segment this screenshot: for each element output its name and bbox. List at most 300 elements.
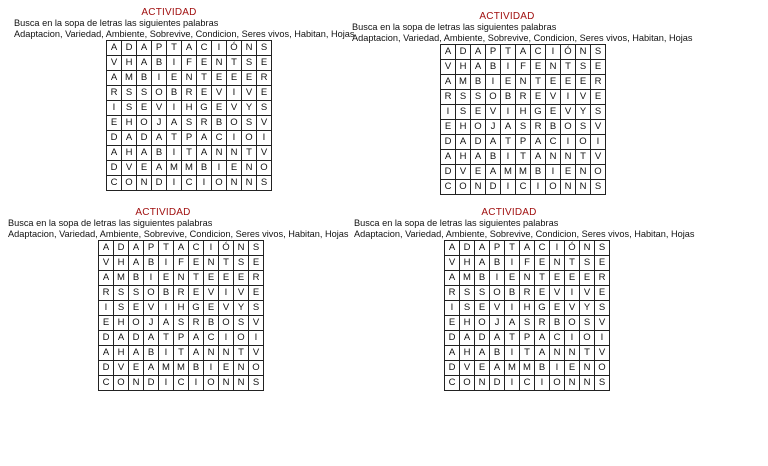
grid-cell: A bbox=[441, 150, 456, 165]
grid-cell: A bbox=[189, 346, 204, 361]
grid-cell: A bbox=[182, 41, 197, 56]
grid-cell: A bbox=[535, 346, 550, 361]
grid-cell: S bbox=[475, 286, 490, 301]
grid-cell: P bbox=[486, 45, 501, 60]
grid-row bbox=[445, 271, 610, 286]
grid-cell: C bbox=[535, 241, 550, 256]
grid-cell: E bbox=[565, 361, 580, 376]
grid-cell: D bbox=[441, 135, 456, 150]
grid-cell: S bbox=[580, 316, 595, 331]
grid-cell: V bbox=[257, 146, 272, 161]
grid-row bbox=[99, 301, 264, 316]
grid-cell: E bbox=[576, 75, 591, 90]
grid-cell: O bbox=[219, 316, 234, 331]
grid-cell: V bbox=[576, 90, 591, 105]
grid-cell: S bbox=[591, 180, 606, 195]
grid-cell: O bbox=[591, 165, 606, 180]
grid-cell: P bbox=[144, 241, 159, 256]
grid-cell: S bbox=[576, 60, 591, 75]
grid-cell: V bbox=[122, 161, 137, 176]
grid-cell: D bbox=[445, 331, 460, 346]
grid-cell: S bbox=[456, 105, 471, 120]
grid-cell: V bbox=[257, 116, 272, 131]
grid-cell: N bbox=[137, 176, 152, 191]
grid-cell: E bbox=[550, 301, 565, 316]
grid-cell: S bbox=[576, 120, 591, 135]
grid-cell: I bbox=[152, 71, 167, 86]
grid-cell: A bbox=[137, 41, 152, 56]
grid-cell: E bbox=[475, 301, 490, 316]
grid-cell: S bbox=[249, 241, 264, 256]
grid-row bbox=[445, 361, 610, 376]
grid-cell: E bbox=[595, 256, 610, 271]
grid-cell: B bbox=[550, 316, 565, 331]
grid-row bbox=[99, 271, 264, 286]
grid-row bbox=[441, 120, 606, 135]
grid-cell: S bbox=[114, 301, 129, 316]
grid-cell: E bbox=[561, 75, 576, 90]
grid-cell: A bbox=[475, 241, 490, 256]
grid-cell: E bbox=[441, 120, 456, 135]
grid-cell: R bbox=[445, 286, 460, 301]
grid-cell: M bbox=[174, 361, 189, 376]
grid-cell: O bbox=[456, 180, 471, 195]
grid-cell: V bbox=[107, 56, 122, 71]
grid-cell: P bbox=[520, 331, 535, 346]
grid-row bbox=[99, 361, 264, 376]
grid-cell: Y bbox=[234, 301, 249, 316]
grid-cell: R bbox=[182, 86, 197, 101]
grid-row bbox=[99, 241, 264, 256]
grid-cell: O bbox=[486, 90, 501, 105]
activity-word-list: Adaptacion, Variedad, Ambiente, Sobrevive, Condicion, Seres vivos, Habitan, Hojas bbox=[352, 33, 693, 43]
grid-cell: O bbox=[129, 316, 144, 331]
activity-bottom-right bbox=[354, 207, 694, 397]
grid-row bbox=[441, 150, 606, 165]
grid-cell: D bbox=[129, 331, 144, 346]
grid-cell: V bbox=[249, 346, 264, 361]
grid-cell: O bbox=[204, 376, 219, 391]
grid-cell: I bbox=[212, 41, 227, 56]
grid-cell: E bbox=[505, 271, 520, 286]
grid-cell: I bbox=[561, 135, 576, 150]
grid-cell: M bbox=[460, 271, 475, 286]
grid-cell: T bbox=[197, 71, 212, 86]
grid-cell: O bbox=[234, 331, 249, 346]
grid-cell: I bbox=[159, 376, 174, 391]
grid-cell: H bbox=[520, 301, 535, 316]
grid-cell: B bbox=[152, 146, 167, 161]
grid-cell: C bbox=[212, 131, 227, 146]
grid-cell: I bbox=[204, 241, 219, 256]
grid-cell: I bbox=[159, 301, 174, 316]
grid-cell: E bbox=[212, 101, 227, 116]
grid-cell: O bbox=[144, 286, 159, 301]
grid-cell: E bbox=[137, 101, 152, 116]
grid-cell: I bbox=[167, 146, 182, 161]
grid-cell: R bbox=[535, 316, 550, 331]
grid-cell: H bbox=[182, 101, 197, 116]
grid-cell: T bbox=[174, 346, 189, 361]
grid-cell: E bbox=[137, 161, 152, 176]
grid-cell: B bbox=[475, 271, 490, 286]
grid-cell: C bbox=[197, 41, 212, 56]
grid-cell: S bbox=[249, 376, 264, 391]
grid-cell: R bbox=[520, 286, 535, 301]
grid-cell: N bbox=[204, 346, 219, 361]
grid-cell: A bbox=[441, 75, 456, 90]
grid-cell: C bbox=[550, 331, 565, 346]
grid-cell: A bbox=[486, 135, 501, 150]
grid-cell: I bbox=[204, 361, 219, 376]
grid-cell: A bbox=[99, 271, 114, 286]
grid-cell: O bbox=[137, 116, 152, 131]
grid-cell: O bbox=[490, 286, 505, 301]
grid-cell: B bbox=[197, 161, 212, 176]
grid-cell: E bbox=[595, 286, 610, 301]
grid-row bbox=[107, 146, 272, 161]
activity-instruction: Busca en la sopa de letras las siguientes palabras bbox=[352, 22, 557, 32]
grid-cell: T bbox=[561, 60, 576, 75]
grid-cell: S bbox=[456, 90, 471, 105]
grid-cell: B bbox=[486, 150, 501, 165]
grid-cell: B bbox=[129, 271, 144, 286]
grid-cell: E bbox=[531, 60, 546, 75]
grid-cell: A bbox=[460, 331, 475, 346]
grid-row bbox=[441, 75, 606, 90]
grid-cell: Y bbox=[576, 105, 591, 120]
grid-cell: T bbox=[182, 146, 197, 161]
grid-cell: E bbox=[197, 86, 212, 101]
grid-cell: D bbox=[99, 331, 114, 346]
grid-cell: S bbox=[257, 41, 272, 56]
grid-cell: A bbox=[197, 146, 212, 161]
grid-cell: V bbox=[227, 101, 242, 116]
grid-cell: I bbox=[257, 131, 272, 146]
grid-cell: A bbox=[107, 41, 122, 56]
grid-cell: I bbox=[486, 75, 501, 90]
grid-cell: A bbox=[486, 165, 501, 180]
grid-cell: B bbox=[505, 286, 520, 301]
grid-cell: E bbox=[591, 90, 606, 105]
grid-cell: S bbox=[242, 56, 257, 71]
grid-cell: M bbox=[182, 161, 197, 176]
grid-cell: N bbox=[576, 180, 591, 195]
grid-cell: I bbox=[189, 376, 204, 391]
grid-cell: E bbox=[189, 256, 204, 271]
grid-cell: S bbox=[595, 301, 610, 316]
grid-cell: O bbox=[595, 361, 610, 376]
grid-cell: A bbox=[167, 116, 182, 131]
grid-cell: N bbox=[561, 150, 576, 165]
grid-cell: A bbox=[129, 241, 144, 256]
grid-cell: O bbox=[257, 161, 272, 176]
grid-cell: I bbox=[227, 86, 242, 101]
grid-cell: E bbox=[129, 301, 144, 316]
grid-cell: H bbox=[460, 346, 475, 361]
grid-cell: Y bbox=[580, 301, 595, 316]
activity-instruction: Busca en la sopa de letras las siguientes palabras bbox=[14, 18, 219, 28]
grid-cell: B bbox=[212, 116, 227, 131]
grid-row bbox=[107, 101, 272, 116]
grid-cell: A bbox=[152, 131, 167, 146]
grid-cell: H bbox=[456, 150, 471, 165]
grid-cell: B bbox=[490, 256, 505, 271]
grid-row bbox=[445, 316, 610, 331]
grid-cell: N bbox=[212, 56, 227, 71]
grid-cell: C bbox=[520, 376, 535, 391]
grid-cell: D bbox=[152, 176, 167, 191]
grid-cell: S bbox=[591, 45, 606, 60]
grid-cell: Ó bbox=[219, 241, 234, 256]
grid-cell: A bbox=[471, 150, 486, 165]
grid-cell: G bbox=[197, 101, 212, 116]
grid-cell: V bbox=[212, 86, 227, 101]
grid-cell: A bbox=[129, 346, 144, 361]
grid-cell: I bbox=[505, 346, 520, 361]
grid-cell: I bbox=[565, 331, 580, 346]
grid-cell: R bbox=[99, 286, 114, 301]
grid-cell: E bbox=[257, 56, 272, 71]
grid-cell: S bbox=[595, 376, 610, 391]
grid-row bbox=[107, 176, 272, 191]
grid-cell: D bbox=[490, 376, 505, 391]
grid-cell: C bbox=[445, 376, 460, 391]
grid-cell: O bbox=[561, 120, 576, 135]
grid-cell: E bbox=[580, 271, 595, 286]
grid-cell: C bbox=[531, 45, 546, 60]
grid-cell: E bbox=[204, 301, 219, 316]
grid-cell: T bbox=[242, 146, 257, 161]
grid-cell: D bbox=[475, 331, 490, 346]
grid-cell: V bbox=[561, 105, 576, 120]
grid-cell: I bbox=[501, 180, 516, 195]
grid-cell: I bbox=[535, 376, 550, 391]
grid-cell: E bbox=[565, 271, 580, 286]
grid-cell: M bbox=[159, 361, 174, 376]
grid-cell: O bbox=[576, 135, 591, 150]
grid-cell: C bbox=[107, 176, 122, 191]
grid-cell: T bbox=[501, 45, 516, 60]
activity-word-list: Adaptacion, Variedad, Ambiente, Sobrevive, Condicion, Seres vivos, Habitan, Hojas bbox=[354, 229, 695, 239]
grid-cell: E bbox=[550, 271, 565, 286]
grid-cell: I bbox=[212, 161, 227, 176]
grid-cell: F bbox=[182, 56, 197, 71]
grid-cell: O bbox=[114, 376, 129, 391]
grid-row bbox=[99, 316, 264, 331]
grid-cell: R bbox=[249, 271, 264, 286]
grid-cell: A bbox=[531, 135, 546, 150]
grid-cell: M bbox=[122, 71, 137, 86]
grid-cell: A bbox=[490, 331, 505, 346]
grid-cell: E bbox=[234, 271, 249, 286]
grid-cell: T bbox=[531, 75, 546, 90]
grid-cell: I bbox=[550, 241, 565, 256]
grid-cell: H bbox=[516, 105, 531, 120]
grid-cell: N bbox=[471, 180, 486, 195]
grid-cell: N bbox=[550, 256, 565, 271]
grid-cell: N bbox=[576, 165, 591, 180]
grid-cell: T bbox=[159, 331, 174, 346]
grid-cell: T bbox=[576, 150, 591, 165]
grid-cell: E bbox=[546, 105, 561, 120]
grid-row bbox=[445, 331, 610, 346]
grid-cell: A bbox=[114, 331, 129, 346]
grid-cell: O bbox=[122, 176, 137, 191]
grid-cell: I bbox=[441, 105, 456, 120]
grid-cell: E bbox=[561, 165, 576, 180]
grid-cell: S bbox=[122, 101, 137, 116]
grid-cell: H bbox=[114, 346, 129, 361]
grid-cell: R bbox=[531, 120, 546, 135]
grid-cell: B bbox=[189, 361, 204, 376]
grid-cell: H bbox=[114, 256, 129, 271]
grid-cell: V bbox=[591, 120, 606, 135]
grid-cell: B bbox=[531, 165, 546, 180]
grid-cell: M bbox=[167, 161, 182, 176]
grid-cell: A bbox=[144, 361, 159, 376]
grid-cell: T bbox=[234, 346, 249, 361]
grid-cell: A bbox=[137, 146, 152, 161]
grid-cell: V bbox=[546, 90, 561, 105]
grid-cell: S bbox=[129, 286, 144, 301]
grid-cell: G bbox=[189, 301, 204, 316]
grid-cell: A bbox=[445, 241, 460, 256]
grid-cell: A bbox=[99, 241, 114, 256]
grid-cell: T bbox=[227, 56, 242, 71]
grid-cell: E bbox=[591, 60, 606, 75]
grid-cell: V bbox=[219, 301, 234, 316]
grid-cell: H bbox=[122, 56, 137, 71]
grid-cell: R bbox=[441, 90, 456, 105]
grid-cell: E bbox=[249, 286, 264, 301]
grid-cell: E bbox=[99, 316, 114, 331]
activity-title: ACTIVIDAD bbox=[481, 207, 537, 218]
grid-cell: A bbox=[129, 256, 144, 271]
grid-row bbox=[441, 135, 606, 150]
grid-cell: B bbox=[137, 71, 152, 86]
grid-cell: E bbox=[535, 286, 550, 301]
grid-cell: E bbox=[219, 271, 234, 286]
grid-cell: V bbox=[152, 101, 167, 116]
grid-cell: A bbox=[174, 241, 189, 256]
grid-cell: T bbox=[219, 256, 234, 271]
grid-cell: Ó bbox=[561, 45, 576, 60]
grid-cell: S bbox=[242, 116, 257, 131]
grid-cell: B bbox=[144, 346, 159, 361]
grid-cell: M bbox=[456, 75, 471, 90]
grid-cell: B bbox=[546, 120, 561, 135]
grid-cell: S bbox=[249, 301, 264, 316]
grid-cell: E bbox=[167, 71, 182, 86]
grid-cell: C bbox=[174, 376, 189, 391]
grid-cell: F bbox=[520, 256, 535, 271]
grid-cell: I bbox=[99, 301, 114, 316]
grid-cell: M bbox=[114, 271, 129, 286]
grid-cell: G bbox=[531, 105, 546, 120]
grid-cell: H bbox=[456, 120, 471, 135]
grid-cell: P bbox=[516, 135, 531, 150]
grid-cell: T bbox=[159, 241, 174, 256]
grid-cell: N bbox=[565, 346, 580, 361]
grid-cell: A bbox=[535, 331, 550, 346]
grid-cell: V bbox=[595, 316, 610, 331]
grid-cell: N bbox=[227, 146, 242, 161]
grid-cell: I bbox=[595, 331, 610, 346]
grid-cell: S bbox=[174, 316, 189, 331]
grid-cell: V bbox=[456, 165, 471, 180]
grid-cell: C bbox=[182, 176, 197, 191]
grid-cell: N bbox=[182, 71, 197, 86]
grid-cell: T bbox=[505, 241, 520, 256]
grid-cell: S bbox=[595, 241, 610, 256]
grid-cell: N bbox=[475, 376, 490, 391]
grid-cell: D bbox=[441, 165, 456, 180]
grid-cell: I bbox=[167, 101, 182, 116]
grid-cell: B bbox=[204, 316, 219, 331]
grid-row bbox=[107, 86, 272, 101]
grid-cell: E bbox=[471, 105, 486, 120]
grid-cell: H bbox=[122, 116, 137, 131]
grid-cell: S bbox=[234, 316, 249, 331]
grid-cell: V bbox=[242, 86, 257, 101]
grid-row bbox=[441, 45, 606, 60]
grid-row bbox=[445, 256, 610, 271]
grid-cell: V bbox=[204, 286, 219, 301]
grid-cell: S bbox=[580, 256, 595, 271]
grid-cell: V bbox=[441, 60, 456, 75]
grid-row bbox=[107, 161, 272, 176]
grid-cell: N bbox=[129, 376, 144, 391]
grid-cell: I bbox=[490, 271, 505, 286]
grid-cell: I bbox=[505, 301, 520, 316]
grid-cell: S bbox=[114, 286, 129, 301]
grid-cell: I bbox=[501, 60, 516, 75]
grid-cell: E bbox=[445, 316, 460, 331]
grid-cell: R bbox=[107, 86, 122, 101]
grid-cell: H bbox=[122, 146, 137, 161]
grid-cell: E bbox=[257, 86, 272, 101]
grid-cell: N bbox=[242, 41, 257, 56]
grid-cell: O bbox=[550, 376, 565, 391]
grid-cell: H bbox=[460, 256, 475, 271]
grid-cell: I bbox=[546, 45, 561, 60]
activity-word-list: Adaptacion, Variedad, Ambiente, Sobrevive, Condicion, Seres vivos, Habitan, Hojas bbox=[8, 229, 349, 239]
grid-cell: I bbox=[167, 56, 182, 71]
grid-cell: I bbox=[159, 346, 174, 361]
grid-cell: T bbox=[535, 271, 550, 286]
grid-cell: P bbox=[182, 131, 197, 146]
grid-cell: V bbox=[486, 105, 501, 120]
grid-cell: V bbox=[114, 361, 129, 376]
grid-row bbox=[441, 165, 606, 180]
grid-cell: B bbox=[471, 75, 486, 90]
grid-cell: I bbox=[505, 256, 520, 271]
grid-cell: T bbox=[580, 346, 595, 361]
grid-cell: O bbox=[152, 86, 167, 101]
grid-row bbox=[99, 256, 264, 271]
grid-cell: N bbox=[234, 361, 249, 376]
grid-cell: P bbox=[152, 41, 167, 56]
grid-cell: I bbox=[550, 361, 565, 376]
grid-cell: E bbox=[249, 256, 264, 271]
grid-cell: F bbox=[174, 256, 189, 271]
grid-cell: A bbox=[471, 60, 486, 75]
grid-row bbox=[107, 131, 272, 146]
grid-cell: N bbox=[242, 176, 257, 191]
grid-cell: A bbox=[531, 150, 546, 165]
grid-cell: N bbox=[242, 161, 257, 176]
